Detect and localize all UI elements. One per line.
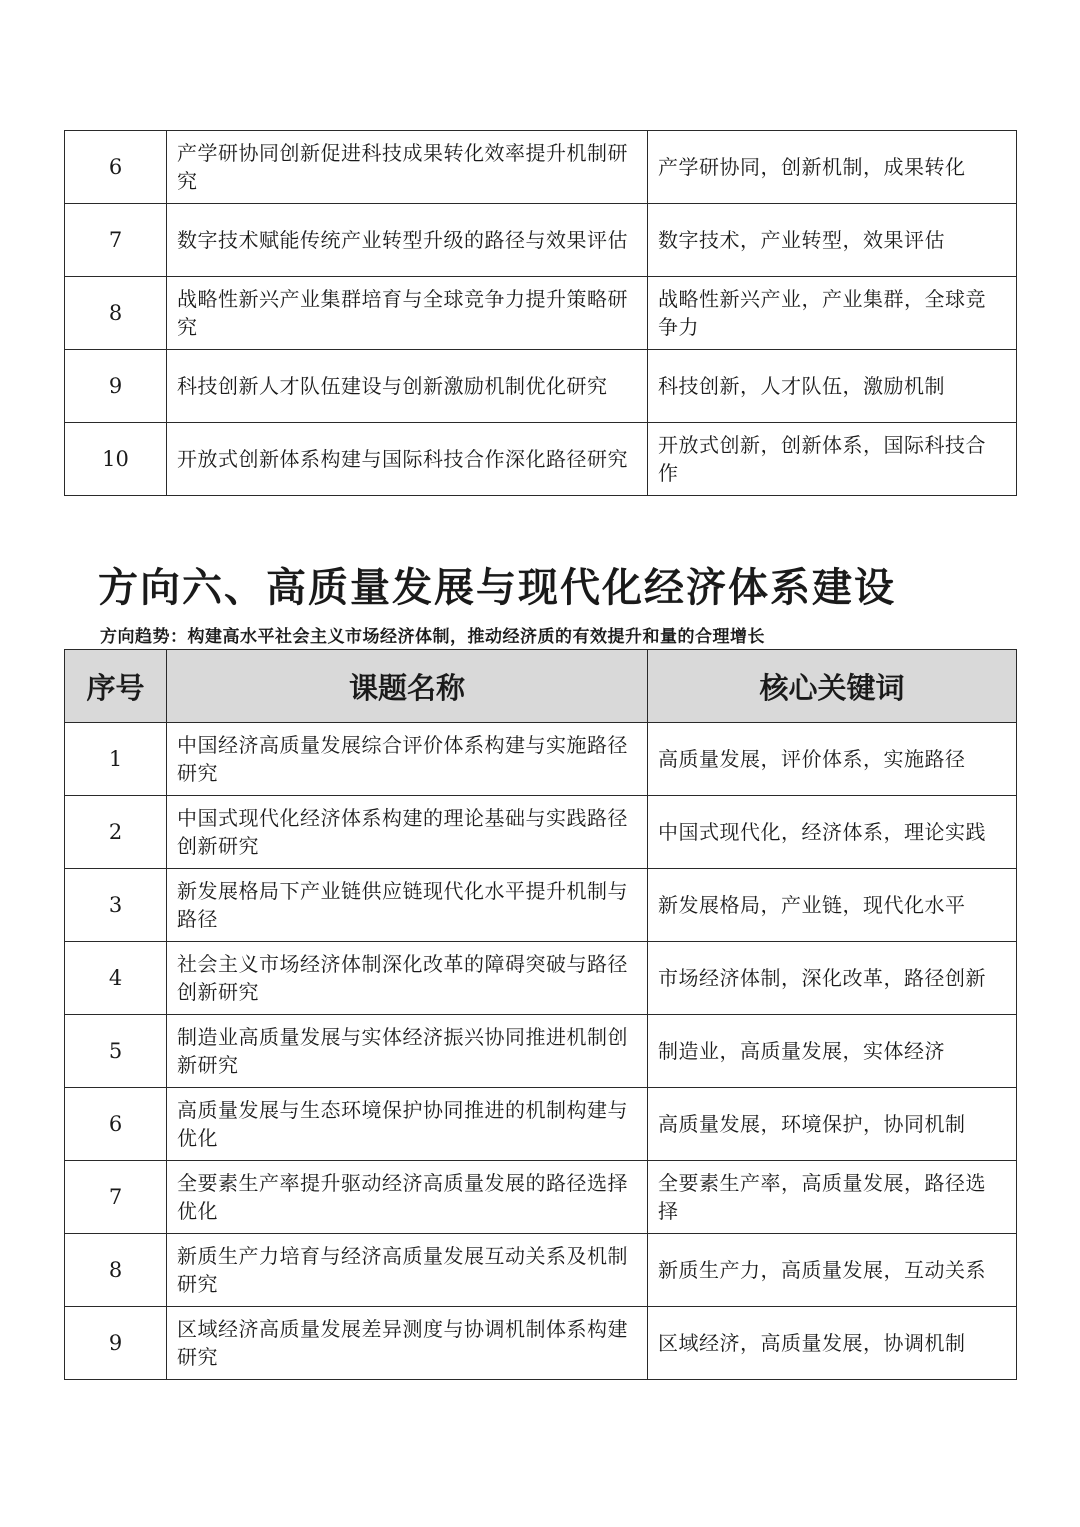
section-title: 方向六、高质量发展与现代化经济体系建设: [98, 565, 896, 611]
topic-name: 数字技术赋能传统产业转型升级的路径与效果评估: [167, 204, 648, 277]
table-row: [65, 1234, 1017, 1307]
topic-name: 社会主义市场经济体制深化改革的障碍突破与路径创新研究: [167, 942, 648, 1015]
header-number: 序号: [65, 650, 167, 723]
topic-keywords: 区域经济，高质量发展，协调机制: [648, 1307, 1017, 1380]
topics-table: [64, 649, 1017, 1380]
topic-name: 新质生产力培育与经济高质量发展互动关系及机制研究: [167, 1234, 648, 1307]
topic-name: 中国经济高质量发展综合评价体系构建与实施路径研究: [167, 723, 648, 796]
table-row: [65, 1088, 1017, 1161]
topic-keywords: 新发展格局，产业链，现代化水平: [648, 869, 1017, 942]
row-number: 8: [65, 1234, 167, 1307]
row-number: 9: [65, 350, 167, 423]
topic-name: 战略性新兴产业集群培育与全球竞争力提升策略研究: [167, 277, 648, 350]
table-row: [65, 131, 1017, 204]
table-row: [65, 723, 1017, 796]
row-number: 6: [65, 131, 167, 204]
topic-keywords: 新质生产力，高质量发展，互动关系: [648, 1234, 1017, 1307]
row-number: 2: [65, 796, 167, 869]
table-row: [65, 1161, 1017, 1234]
topic-name: 全要素生产率提升驱动经济高质量发展的路径选择优化: [167, 1161, 648, 1234]
row-number: 8: [65, 277, 167, 350]
row-number: 5: [65, 1015, 167, 1088]
topic-keywords: 战略性新兴产业，产业集群，全球竞争力: [648, 277, 1017, 350]
table-row: [65, 942, 1017, 1015]
header-topic: 课题名称: [167, 650, 648, 723]
table-header-row: [65, 650, 1017, 723]
row-number: 9: [65, 1307, 167, 1380]
table-row: [65, 423, 1017, 496]
topic-name: 区域经济高质量发展差异测度与协调机制体系构建研究: [167, 1307, 648, 1380]
header-keywords: 核心关键词: [648, 650, 1017, 723]
table-row: [65, 350, 1017, 423]
topic-name: 产学研协同创新促进科技成果转化效率提升机制研究: [167, 131, 648, 204]
table-row: [65, 204, 1017, 277]
row-number: 10: [65, 423, 167, 496]
row-number: 7: [65, 204, 167, 277]
topic-name: 开放式创新体系构建与国际科技合作深化路径研究: [167, 423, 648, 496]
row-number: 6: [65, 1088, 167, 1161]
topic-name: 中国式现代化经济体系构建的理论基础与实践路径创新研究: [167, 796, 648, 869]
topics-table-continued: [64, 130, 1017, 496]
topic-name: 制造业高质量发展与实体经济振兴协同推进机制创新研究: [167, 1015, 648, 1088]
topic-keywords: 开放式创新，创新体系，国际科技合作: [648, 423, 1017, 496]
topic-name: 高质量发展与生态环境保护协同推进的机制构建与优化: [167, 1088, 648, 1161]
topic-keywords: 产学研协同，创新机制，成果转化: [648, 131, 1017, 204]
topic-name: 科技创新人才队伍建设与创新激励机制优化研究: [167, 350, 648, 423]
topic-keywords: 高质量发展，环境保护，协同机制: [648, 1088, 1017, 1161]
table-row: [65, 1307, 1017, 1380]
row-number: 3: [65, 869, 167, 942]
topic-keywords: 市场经济体制，深化改革，路径创新: [648, 942, 1017, 1015]
row-number: 7: [65, 1161, 167, 1234]
topic-keywords: 全要素生产率，高质量发展，路径选择: [648, 1161, 1017, 1234]
topic-keywords: 高质量发展，评价体系，实施路径: [648, 723, 1017, 796]
topic-name: 新发展格局下产业链供应链现代化水平提升机制与路径: [167, 869, 648, 942]
topic-keywords: 科技创新，人才队伍，激励机制: [648, 350, 1017, 423]
table-row: [65, 796, 1017, 869]
topic-keywords: 制造业，高质量发展，实体经济: [648, 1015, 1017, 1088]
row-number: 1: [65, 723, 167, 796]
table-row: [65, 1015, 1017, 1088]
table-row: [65, 869, 1017, 942]
topic-keywords: 数字技术，产业转型，效果评估: [648, 204, 1017, 277]
section-trend: 方向趋势：构建高水平社会主义市场经济体制，推动经济质的有效提升和量的合理增长: [100, 627, 765, 647]
table-row: [65, 277, 1017, 350]
row-number: 4: [65, 942, 167, 1015]
topic-keywords: 中国式现代化，经济体系，理论实践: [648, 796, 1017, 869]
